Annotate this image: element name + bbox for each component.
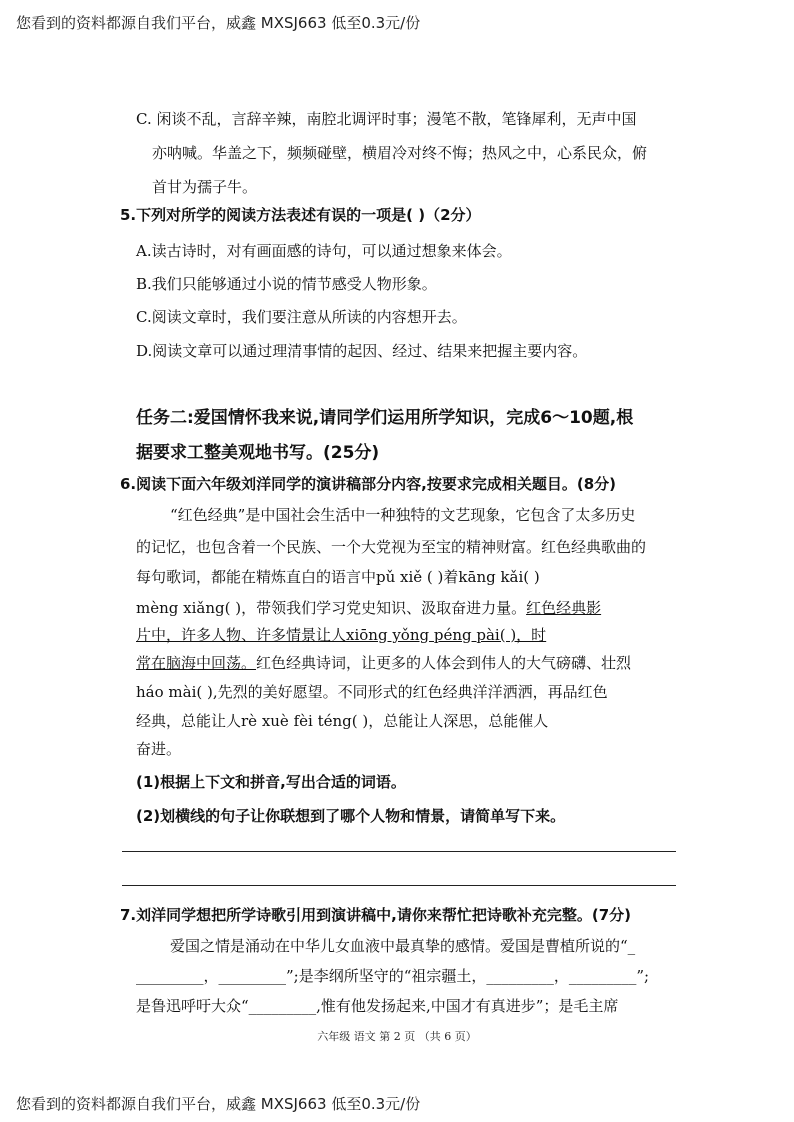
q6-para-line6-text: 红色经典诗词，让更多的人体会到伟人的大气磅礴、壮烈 (256, 654, 632, 672)
q4-option-c-line2: 亦呐喊。华盖之下，频频碰壁，横眉冷对终不悔；热风之中，心系民众，俯 (152, 144, 648, 162)
q6-title: 6.阅读下面六年级刘洋同学的演讲稿部分内容,按要求完成相关题目。(8分) (120, 475, 616, 493)
q5-option-a: A.读古诗时，对有画面感的诗句，可以通过想象来体会。 (136, 242, 512, 260)
q4-option-c-line1: C. 闲谈不乱，言辞辛辣，南腔北调评时事；漫笔不散，笔锋犀利，无声中国 (136, 110, 637, 128)
q5-title: 5.下列对所学的阅读方法表述有误的一项是( )（2分） (120, 206, 481, 224)
q6-para-line9: 奋进。 (136, 740, 182, 758)
q6-para-line3: 每句歌词，都能在精炼直白的语言中pǔ xiě ( )着kāng kǎi( ) (136, 568, 540, 586)
q5-option-d: D.阅读文章可以通过理清事情的起因、经过、结果来把握主要内容。 (136, 342, 588, 360)
q6-underlined-sentence-part3: 常在脑海中回荡。 (136, 654, 257, 672)
q6-para-line4-text: mèng xiǎng( )，带领我们学习党史知识、汲取奋进力量。 (136, 599, 527, 617)
task2-heading-line2: 据要求工整美观地书写。(25分) (136, 443, 380, 463)
page-footer: 六年级 语文 第 2 页 （共 6 页） (317, 1030, 477, 1043)
q7-line2: _________，_________”;是李纲所坚守的“祖宗疆土，_________，_________”; (136, 967, 650, 985)
q7-title: 7.刘洋同学想把所学诗歌引用到演讲稿中,请你来帮忙把诗歌补充完整。(7分) (120, 906, 631, 924)
q6-para-line8: 经典，总能让人rè xuè fèi téng( )，总能让人深思，总能催人 (136, 712, 549, 730)
answer-line-2 (122, 885, 676, 886)
q7-line3: 是鲁迅呼吁大众“_________,惟有他发扬起来,中国才有真进步”；是毛主席 (136, 997, 619, 1015)
watermark-top: 您看到的资料都源自我们平台，威鑫 MXSJ663 低至0.3元/份 (16, 14, 421, 32)
q7-line1: 爱国之情是涌动在中华儿女血液中最真挚的感情。爱国是曹植所说的“_ (170, 937, 636, 955)
q6-subquestion-1: (1)根据上下文和拼音,写出合适的词语。 (136, 773, 406, 791)
q6-subquestion-2: (2)划横线的句子让你联想到了哪个人物和情景，请简单写下来。 (136, 807, 566, 825)
q5-option-c: C.阅读文章时，我们要注意从所读的内容想开去。 (136, 308, 467, 326)
q4-option-c-line3: 首甘为孺子牛。 (152, 178, 258, 196)
q6-para-line4 (136, 597, 601, 618)
q6-para-line1: “红色经典”是中国社会生活中一种独特的文艺现象，它包含了太多历史 (170, 506, 636, 524)
q6-para-line7: háo mài( ),先烈的美好愿望。不同形式的红色经典洋洋洒洒，再品红色 (136, 683, 608, 701)
watermark-bottom: 您看到的资料都源自我们平台，威鑫 MXSJ663 低至0.3元/份 (16, 1095, 421, 1113)
answer-line-1 (122, 851, 676, 852)
task2-heading-line1: 任务二:爱国情怀我来说,请同学们运用所学知识，完成6～10题,根 (136, 408, 634, 428)
q6-para-line2: 的记忆，也包含着一个民族、一个大党视为至宝的精神财富。红色经典歌曲的 (136, 538, 647, 556)
q6-underlined-sentence-part2: 片中，许多人物、许多情景让人xiōng yǒng péng pài( )，时 (136, 626, 547, 644)
q6-para-line6 (136, 652, 631, 673)
q5-option-b: B.我们只能够通过小说的情节感受人物形象。 (136, 275, 437, 293)
q6-underlined-sentence-part1: 红色经典影 (526, 599, 602, 617)
